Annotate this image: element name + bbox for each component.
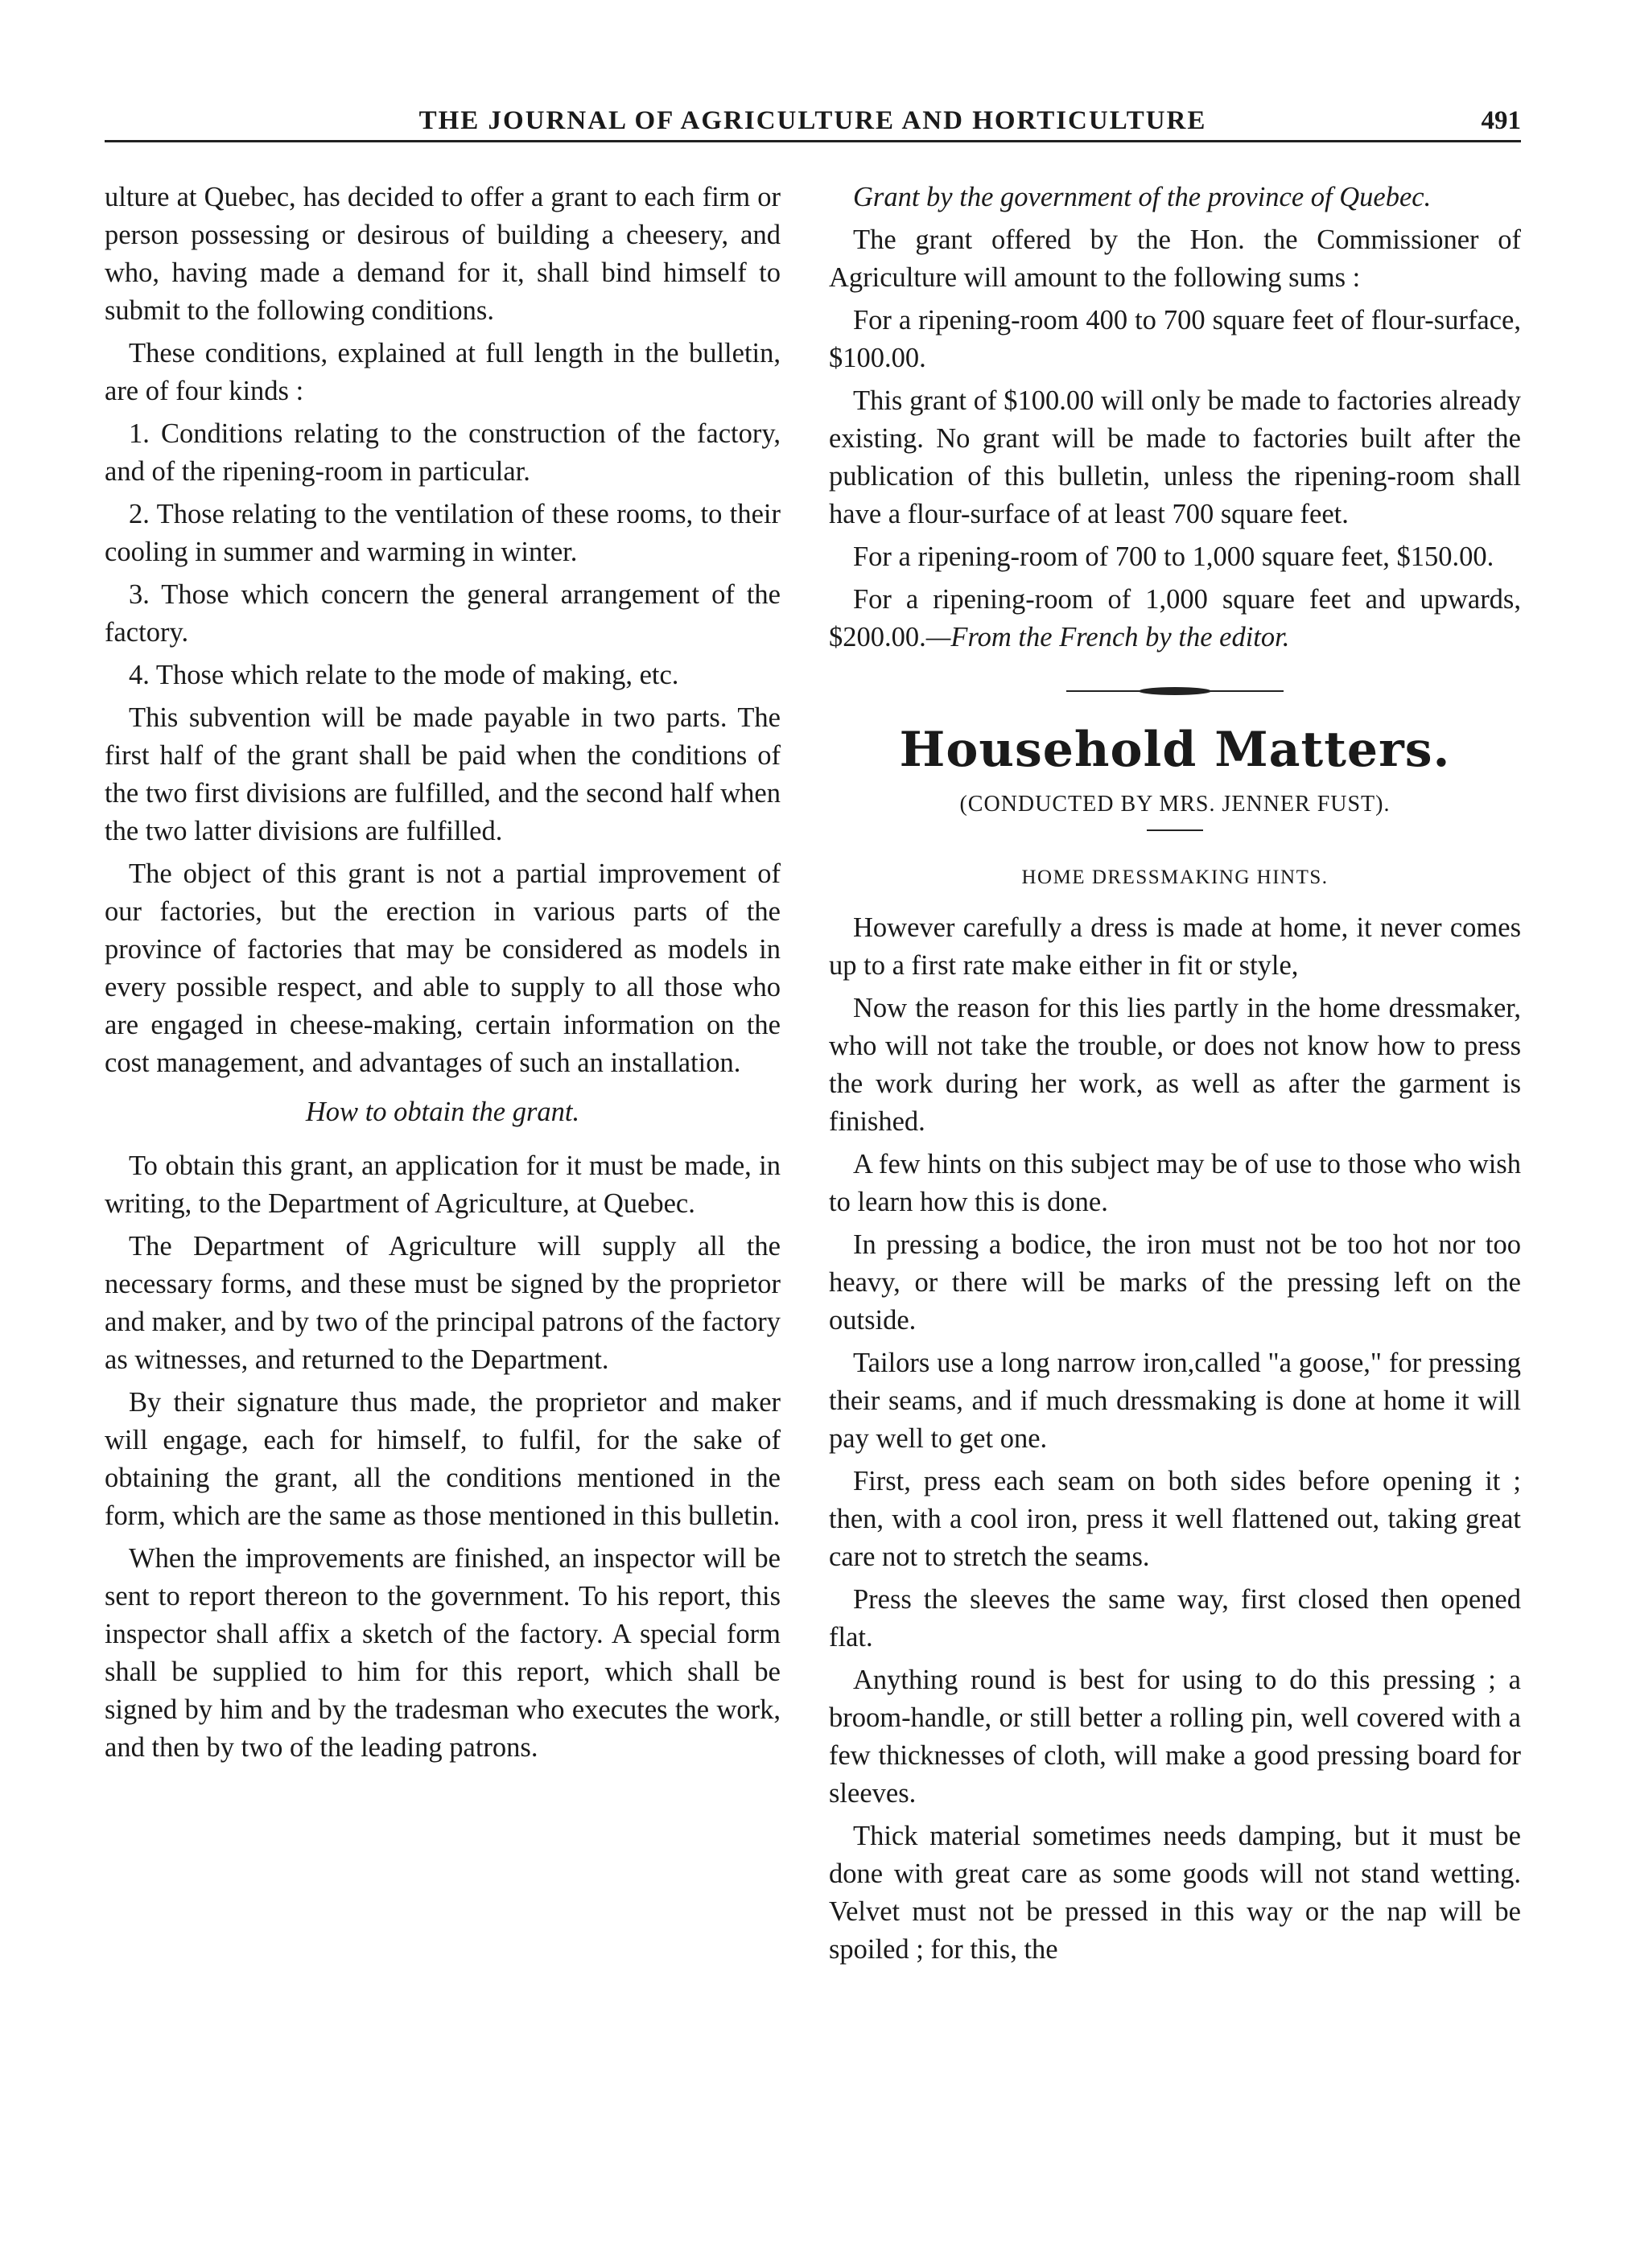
paragraph: 1. Conditions relating to the construction of the factory, and of the ripening-room in particular.: [105, 418, 781, 487]
paragraph: To obtain this grant, an application for it must be made, in writing, to the Department of Agriculture, at Quebec.: [105, 1150, 781, 1219]
paragraph: In pressing a bodice, the iron must not be too hot nor too heavy, or there will be marks of the pressing left on the outside.: [829, 1229, 1521, 1336]
paragraph: The object of this grant is not a partial improvement of our factories, but the erection in various parts of the province of factories that may be considered as models in every possible respect, and able to supply to all those who are engaged in cheese-making, certain information on the cost management, and advantages of such an installation.: [105, 858, 781, 1078]
paragraph: First, press each seam on both sides before opening it ; then, with a cool iron, press it well flattened out, taking great care not to stretch the seams.: [829, 1466, 1521, 1572]
paragraph: This subvention will be made payable in two parts. The first half of the grant shall be paid when the conditions of the two first divisions are fulfilled, and the second half when the two latter divisions are fulfilled.: [105, 702, 781, 846]
paragraph: [829, 581, 1521, 657]
subheading-how-to-obtain: How to obtain the grant.: [305, 1097, 580, 1127]
left-column: [105, 179, 781, 1772]
paragraph: Now the reason for this lies partly in the home dressmaker, who will not take the trouble, or does not know how to press the work during her work, as well as after the garment is finished.: [829, 993, 1521, 1137]
paragraph: These conditions, explained at full length in the bulletin, are of four kinds :: [105, 338, 781, 406]
paragraph: A few hints on this subject may be of use to those who wish to learn how this is done.: [829, 1149, 1521, 1217]
paragraph: However carefully a dress is made at home, it never comes up to a first rate make either in fit or style,: [829, 912, 1521, 981]
paragraph: For a ripening-room 400 to 700 square feet of flour-surface, $100.00.: [829, 305, 1521, 373]
paragraph: ulture at Quebec, has decided to offer a grant to each firm or person possessing or desirous of building a cheesery, and who, having made a demand for it, shall bind himself to submit to the following conditions.: [105, 182, 781, 326]
right-column: [829, 179, 1521, 1974]
paragraph: Press the sleeves the same way, first closed then opened flat.: [829, 1584, 1521, 1653]
paragraph: 3. Those which concern the general arrangement of the factory.: [105, 579, 781, 648]
section-byline: (CONDUCTED BY MRS. JENNER FUST).: [959, 792, 1391, 817]
paragraph: The grant offered by the Hon. the Commissioner of Agriculture will amount to the following sums :: [829, 224, 1521, 293]
source-credit: —From the French by the editor.: [925, 622, 1290, 652]
journal-title: THE JOURNAL OF AGRICULTURE AND HORTICULTURE: [418, 106, 1207, 135]
paragraph: Tailors use a long narrow iron,called "a goose," for pressing their seams, and if much dressmaking is done at home it will pay well to get one.: [829, 1348, 1521, 1454]
paragraph: This grant of $100.00 will only be made to factories already existing. No grant will be made to factories built after the publication of this bulletin, unless the ripening-room shall have a flour-surface of at least 700 square feet.: [829, 385, 1521, 529]
paragraph: Anything round is best for using to do this pressing ; a broom-handle, or still better a rolling pin, well covered with a few thicknesses of cloth, will make a good pressing board for sleeves.: [829, 1665, 1521, 1809]
page-number: 491: [1481, 106, 1521, 135]
paragraph: The Department of Agriculture will supply all the necessary forms, and these must be signed by the proprietor and maker, and by two of the principal patrons of the factory as witnesses, and returned to the Department.: [105, 1231, 781, 1375]
article-title: HOME DRESSMAKING HINTS.: [1021, 866, 1329, 888]
ornamental-divider: [1066, 685, 1284, 697]
section-title: Household Matters.: [899, 722, 1451, 778]
grant-heading: Grant by the government of the province of Quebec.: [853, 182, 1432, 212]
running-header: [105, 95, 1521, 142]
paragraph-text: For a ripening-room of 1,000 square feet and upwards, $200.00.: [829, 584, 1521, 652]
paragraph: Thick material sometimes needs damping, but it must be done with great care as some goods will not stand wetting. Velvet must not be pressed in this way or the nap will be spoiled ; for this, the: [829, 1821, 1521, 1965]
paragraph: When the improvements are finished, an inspector will be sent to report thereon to the government. To his report, this inspector shall affix a sketch of the factory. A special form shall be supplied to him for this report, which shall be signed by him and by the tradesman who executes the work, and then by two of the leading patrons.: [105, 1543, 781, 1763]
short-rule: [1147, 829, 1203, 831]
paragraph: For a ripening-room of 700 to 1,000 square feet, $150.00.: [853, 541, 1494, 572]
paragraph: 2. Those relating to the ventilation of these rooms, to their cooling in summer and warming in winter.: [105, 499, 781, 567]
paragraph: By their signature thus made, the proprietor and maker will engage, each for himself, to fulfil, for the sake of obtaining the grant, all the conditions mentioned in the form, which are the same as those mentioned in this bulletin.: [105, 1387, 781, 1531]
paragraph: 4. Those which relate to the mode of making, etc.: [129, 660, 679, 690]
